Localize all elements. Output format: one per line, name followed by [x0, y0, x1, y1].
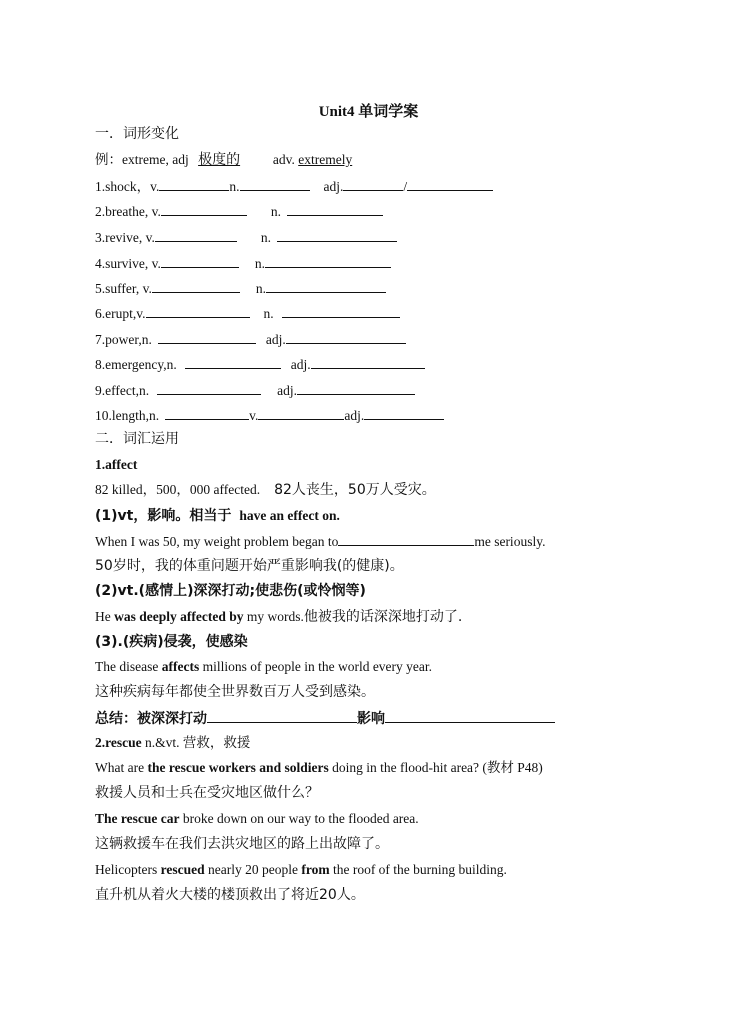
answer-blank[interactable]	[240, 177, 310, 191]
list-item	[95, 330, 406, 349]
answer-blank[interactable]	[277, 228, 397, 242]
sense1-sentence	[95, 532, 545, 551]
sense1-phrase: have an effect on.	[239, 508, 340, 523]
list-item	[95, 254, 391, 273]
item-word: 5.suffer, v.	[95, 281, 152, 296]
example-adj-meaning: 极度的	[198, 152, 241, 168]
summary-line	[95, 709, 555, 728]
item-n-label: n.	[260, 230, 271, 245]
rescue-part: the roof of the burning building.	[329, 862, 507, 877]
rescue-part: doing in the flood-hit area? (教材 P48)	[328, 760, 543, 775]
list-item	[95, 202, 383, 221]
answer-blank[interactable]	[282, 304, 400, 318]
list-item	[95, 279, 386, 298]
answer-blank[interactable]	[155, 228, 237, 242]
sense1-sentence-b: me seriously.	[474, 534, 546, 549]
answer-blank[interactable]	[385, 709, 555, 723]
section1-heading: 一．词形变化	[95, 126, 179, 142]
sense2-sentence	[95, 608, 462, 626]
answer-blank[interactable]	[338, 532, 474, 546]
example-adv-label: adv.	[272, 152, 295, 167]
answer-blank[interactable]	[407, 177, 493, 191]
page-title: Unit4 单词学案	[318, 104, 419, 120]
list-item	[95, 177, 493, 196]
sense2-label: (2)vt.(感情上)深深打动;使悲伤(或怜悯等)	[95, 583, 366, 599]
rescue-cn-3: 直升机从着火大楼的楼顶救出了将近20人。	[95, 887, 365, 903]
item-word: 8.emergency,n.	[95, 357, 177, 372]
item-n-label: n.	[270, 204, 281, 219]
answer-blank[interactable]	[157, 381, 261, 395]
sense3-part: millions of people in the world every year.	[199, 659, 433, 674]
answer-blank[interactable]	[364, 406, 444, 420]
rescue-title-line	[95, 734, 250, 752]
sense3-sentence	[95, 658, 432, 676]
item-sep: /	[403, 179, 408, 194]
answer-blank[interactable]	[258, 406, 344, 420]
rescue-bold: the rescue workers and soldiers	[147, 760, 329, 775]
item-word: 1.shock，v.	[95, 179, 160, 194]
sense3-cn: 这种疾病每年都使全世界数百万人受到感染。	[95, 684, 375, 700]
list-item	[95, 406, 444, 425]
sense2-bold: was deeply affected by	[114, 609, 244, 624]
sense3-label: (3).(疾病)侵袭，使感染	[95, 634, 248, 650]
item-n-label: n.	[255, 281, 266, 296]
answer-blank[interactable]	[343, 177, 403, 191]
summary-label2: 影响	[357, 711, 385, 727]
rescue-title: 2.rescue	[95, 735, 142, 750]
rescue-bold: The rescue car	[95, 811, 180, 826]
list-item	[95, 355, 425, 374]
rescue-part: broke down on our way to the flooded area.	[179, 811, 419, 826]
list-item	[95, 304, 400, 323]
item-adj-label: adj.	[265, 332, 286, 347]
item-word: 7.power,n.	[95, 332, 152, 347]
rescue-part: nearly 20 people	[204, 862, 302, 877]
example-adv-value: extremely	[298, 152, 353, 167]
answer-blank[interactable]	[161, 254, 239, 268]
answer-blank[interactable]	[286, 330, 406, 344]
rescue-cn-1: 救援人员和士兵在受灾地区做什么？	[95, 785, 319, 801]
item-adj-label: adj.	[277, 383, 297, 398]
sense2-part: my words.	[243, 609, 304, 624]
item-word: 9.effect,n.	[95, 383, 150, 398]
item-n-label: n.	[263, 306, 274, 321]
sense3-bold: affects	[161, 659, 200, 674]
rescue-sentence-3	[95, 861, 507, 879]
sense1-sentence-a: When I was 50, my weight problem began to	[95, 534, 339, 549]
rescue-sentence-1	[95, 759, 543, 777]
sense1-label-line	[95, 507, 340, 525]
item-n-label: n.	[254, 256, 265, 271]
rescue-cn-2: 这辆救援车在我们去洪灾地区的路上出故障了。	[95, 836, 389, 852]
answer-blank[interactable]	[311, 355, 425, 369]
item-word: 6.erupt,v.	[95, 306, 146, 321]
item-word: 2.breathe, v.	[95, 204, 161, 219]
section2-heading: 二．词汇运用	[95, 431, 179, 447]
item-adj-label: adj.	[323, 179, 344, 194]
affect-example-cn: 82人丧生，50万人受灾。	[274, 482, 436, 498]
rescue-pos: n.&vt. 营救，救援	[141, 735, 251, 750]
answer-blank[interactable]	[159, 177, 229, 191]
item-n-label: n.	[229, 179, 240, 194]
answer-blank[interactable]	[266, 279, 386, 293]
list-item	[95, 381, 415, 400]
sense2-part: He	[95, 609, 115, 624]
answer-blank[interactable]	[158, 330, 256, 344]
sense3-part: The disease	[95, 659, 162, 674]
affect-title: 1.affect	[95, 457, 138, 472]
list-item	[95, 228, 397, 247]
answer-blank[interactable]	[161, 202, 247, 216]
rescue-bold: rescued	[160, 862, 205, 877]
answer-blank[interactable]	[207, 709, 357, 723]
answer-blank[interactable]	[185, 355, 281, 369]
item-word: 3.revive, v.	[95, 230, 155, 245]
item-adj-label: adj.	[290, 357, 311, 372]
answer-blank[interactable]	[165, 406, 249, 420]
example-line	[95, 151, 352, 169]
item-adj-label: adj.	[344, 408, 365, 423]
item-v-label: v.	[249, 408, 259, 423]
item-word: 10.length,n.	[95, 408, 160, 423]
answer-blank[interactable]	[152, 279, 240, 293]
summary-label: 总结：被深深打动	[95, 711, 207, 727]
answer-blank[interactable]	[297, 381, 415, 395]
rescue-part: What are	[95, 760, 148, 775]
rescue-part: Helicopters	[95, 862, 161, 877]
example-prefix: 例：extreme, adj	[95, 152, 189, 167]
rescue-sentence-2	[95, 810, 419, 828]
sense1-cn: 50岁时，我的体重问题开始严重影响我(的健康)。	[95, 558, 404, 574]
answer-blank[interactable]	[265, 254, 391, 268]
answer-blank[interactable]	[287, 202, 383, 216]
answer-blank[interactable]	[146, 304, 250, 318]
rescue-bold: from	[301, 862, 330, 877]
sense1-label: (1)vt，影响。相当于	[95, 508, 232, 524]
affect-example	[95, 481, 436, 499]
affect-example-en: 82 killed，500，000 affected.	[95, 482, 261, 497]
sense2-cn: 他被我的话深深地打动了.	[303, 609, 463, 625]
item-word: 4.survive, v.	[95, 256, 161, 271]
